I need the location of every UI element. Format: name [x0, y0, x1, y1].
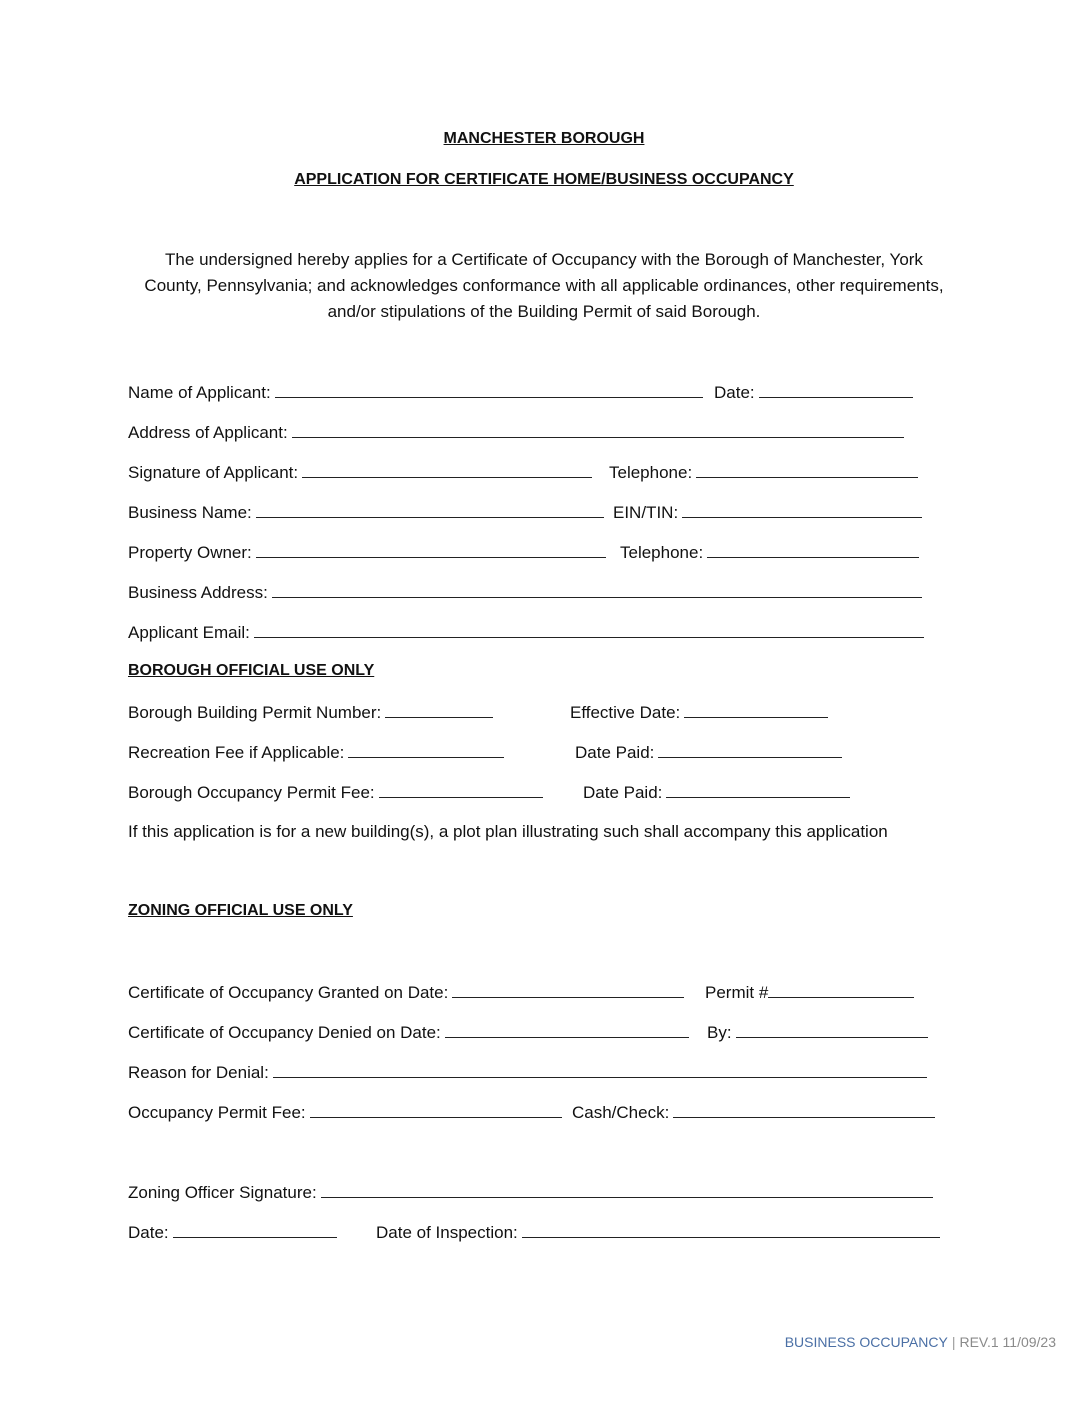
permit-number-label: Permit # [705, 983, 769, 1002]
name-of-applicant-field[interactable] [275, 382, 703, 398]
occupancy-permit-fee-label: Occupancy Permit Fee: [128, 1103, 306, 1122]
business-name-field[interactable] [256, 502, 604, 518]
footer-label: BUSINESS OCCUPANCY [784, 1334, 948, 1350]
ein-tin-field[interactable] [682, 502, 922, 518]
building-permit-number-field[interactable] [385, 702, 493, 718]
address-of-applicant-field[interactable] [292, 422, 904, 438]
address-of-applicant-label: Address of Applicant: [128, 423, 288, 442]
granted-on-field[interactable] [452, 982, 684, 998]
date-paid-2-field[interactable] [666, 782, 850, 798]
permit-number-field[interactable] [768, 982, 914, 998]
date-field[interactable] [759, 382, 913, 398]
applicant-email-field[interactable] [254, 622, 924, 638]
footer-revision: REV.1 11/09/23 [959, 1334, 1056, 1350]
owner-telephone-field[interactable] [707, 542, 919, 558]
zoning-officer-signature-label: Zoning Officer Signature: [128, 1183, 317, 1202]
by-field[interactable] [736, 1022, 928, 1038]
signature-of-applicant-field[interactable] [302, 462, 592, 478]
granted-on-label: Certificate of Occupancy Granted on Date: [128, 983, 449, 1002]
name-of-applicant-label: Name of Applicant: [128, 383, 271, 402]
zoning-date-label: Date: [128, 1223, 169, 1242]
date-of-inspection-field[interactable] [522, 1222, 940, 1238]
plot-plan-note: If this application is for a new building(s), a plot plan illustrating such shall accompany this application [128, 822, 888, 841]
footer-separator: | [951, 1334, 956, 1350]
borough-section-heading: BOROUGH OFFICIAL USE ONLY [128, 662, 375, 679]
telephone-field[interactable] [696, 462, 918, 478]
form-title: APPLICATION FOR CERTIFICATE HOME/BUSINESS OCCUPANCY [294, 171, 794, 188]
property-owner-label: Property Owner: [128, 543, 252, 562]
ein-tin-label: EIN/TIN: [613, 503, 679, 522]
date-paid-1-label: Date Paid: [575, 743, 655, 762]
cash-check-label: Cash/Check: [572, 1103, 670, 1122]
zoning-date-field[interactable] [173, 1222, 337, 1238]
intro-paragraph: The undersigned hereby applies for a Certificate of Occupancy with the Borough of Manchester, York County, Pennsylvania; and acknowledges conformance with all applicable ordinances, other requirements, and/or stipulations of the Building Permit of said Borough. [144, 250, 944, 321]
by-label: By: [707, 1023, 732, 1042]
cash-check-field[interactable] [673, 1102, 935, 1118]
date-paid-2-label: Date Paid: [583, 783, 663, 802]
borough-occupancy-permit-fee-label: Borough Occupancy Permit Fee: [128, 783, 375, 802]
applicant-email-label: Applicant Email: [128, 623, 250, 642]
date-of-inspection-label: Date of Inspection: [376, 1223, 518, 1242]
property-owner-field[interactable] [256, 542, 606, 558]
telephone-label: Telephone: [609, 463, 693, 482]
business-name-label: Business Name: [128, 503, 252, 522]
denied-on-label: Certificate of Occupancy Denied on Date: [128, 1023, 441, 1042]
business-address-field[interactable] [272, 582, 922, 598]
effective-date-field[interactable] [684, 702, 828, 718]
reason-for-denial-label: Reason for Denial: [128, 1063, 269, 1082]
recreation-fee-label: Recreation Fee if Applicable: [128, 743, 345, 762]
business-address-label: Business Address: [128, 583, 268, 602]
recreation-fee-field[interactable] [348, 742, 504, 758]
page-footer [785, 1334, 1056, 1350]
reason-for-denial-field[interactable] [273, 1062, 927, 1078]
occupancy-permit-fee-field[interactable] [310, 1102, 562, 1118]
effective-date-label: Effective Date: [570, 703, 681, 722]
signature-of-applicant-label: Signature of Applicant: [128, 463, 299, 482]
building-permit-number-label: Borough Building Permit Number: [128, 703, 382, 722]
zoning-section-heading: ZONING OFFICIAL USE ONLY [128, 902, 353, 919]
denied-on-field[interactable] [445, 1022, 689, 1038]
zoning-officer-signature-field[interactable] [321, 1182, 933, 1198]
borough-occupancy-permit-fee-field[interactable] [379, 782, 543, 798]
date-paid-1-field[interactable] [658, 742, 842, 758]
org-title: MANCHESTER BOROUGH [443, 130, 645, 147]
date-label: Date: [714, 383, 755, 402]
owner-telephone-label: Telephone: [620, 543, 704, 562]
